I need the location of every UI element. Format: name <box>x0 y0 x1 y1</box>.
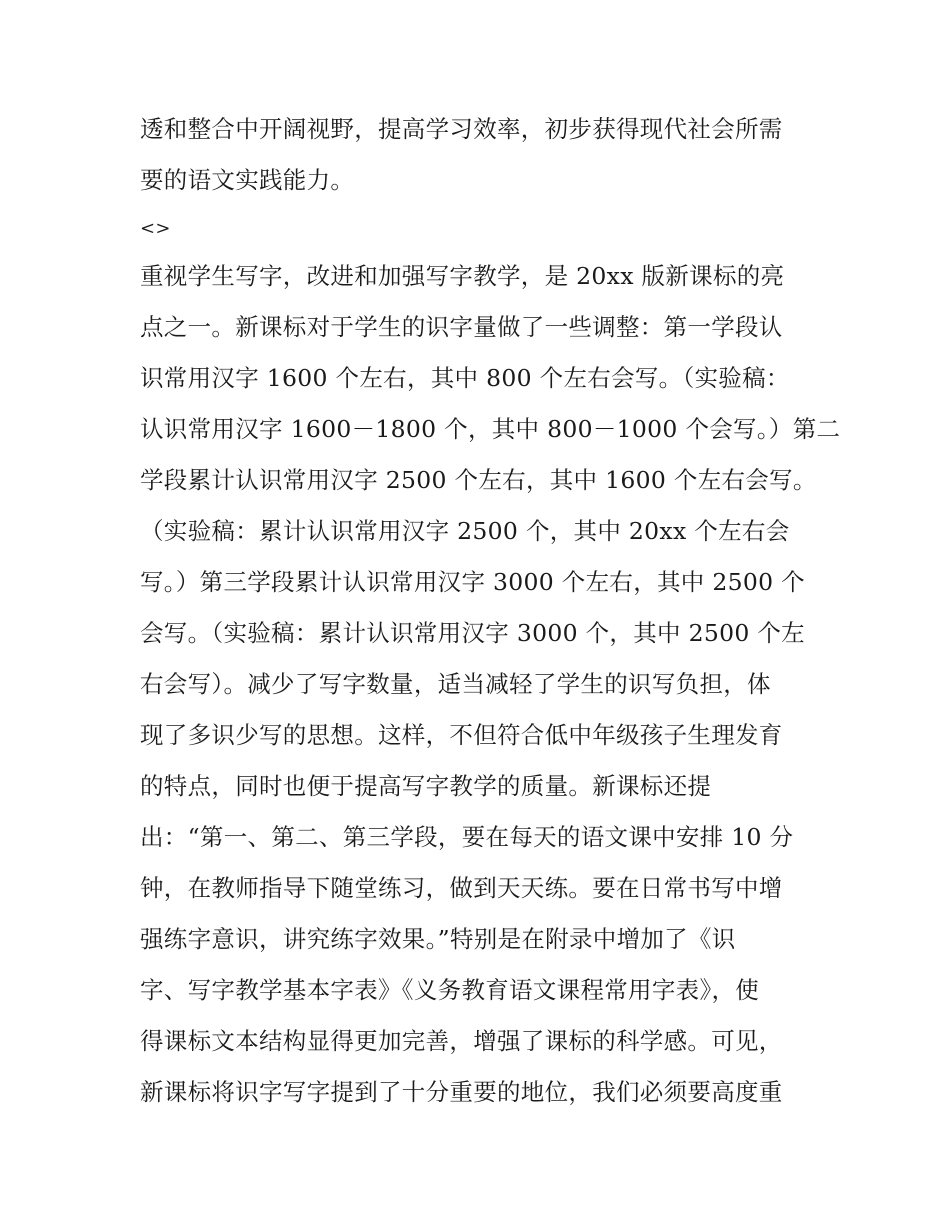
paragraph-2-line: 强练字意识，讲究练字效果。”特别是在附录中增加了《识 <box>140 925 736 953</box>
paragraph-2-line: 重视学生写字，改进和加强写字教学，是 20xx 版新课标的亮 <box>140 262 785 290</box>
section-marker: <> <box>140 218 171 239</box>
paragraph-2-line: 的特点，同时也便于提高写字教学的质量。新课标还提 <box>140 772 712 800</box>
paragraph-2-line: 钟，在教师指导下随堂练习，做到天天练。要在日常书写中增 <box>140 874 783 902</box>
paragraph-2-line: 写。）第三学段累计认识常用汉字 3000 个左右，其中 2500 个 <box>140 568 805 596</box>
paragraph-2-line: 出：“第一、第二、第三学段，要在每天的语文课中安排 10 分 <box>140 823 794 851</box>
paragraph-2-line: 新课标将识字写字提到了十分重要的地位，我们必须要高度重 <box>140 1078 783 1106</box>
paragraph-2-line: 得课标文本结构显得更加完善，增强了课标的科学感。可见， <box>140 1027 783 1055</box>
paragraph-1-line: 要的语文实践能力。 <box>140 166 355 194</box>
paragraph-2-line: 学段累计认识常用汉字 2500 个左右，其中 1600 个左右会写。 <box>140 466 817 494</box>
body-text <box>140 104 841 1118</box>
paragraph-2-line: （实验稿：累计认识常用汉字 2500 个，其中 20xx 个左右会 <box>140 517 790 545</box>
paragraph-2-line: 识常用汉字 1600 个左右，其中 800 个左右会写。（实验稿： <box>140 364 790 392</box>
paragraph-1-line: 透和整合中开阔视野，提高学习效率，初步获得现代社会所需 <box>140 115 783 143</box>
paragraph-2-line: 字、写字教学基本字表》《义务教育语文课程常用字表》，使 <box>140 976 760 1004</box>
paragraph-2-line: 会写。（实验稿：累计认识常用汉字 3000 个，其中 2500 个左 <box>140 619 805 647</box>
paragraph-2-line: 右会写）。减少了写字数量，适当减轻了学生的识写负担，体 <box>140 670 771 698</box>
paragraph-2-line: 认识常用汉字 1600－1800 个，其中 800－1000 个会写。）第二 <box>140 415 841 443</box>
paragraph-2-line: 点之一。新课标对于学生的识字量做了一些调整：第一学段认 <box>140 313 783 341</box>
paragraph-2-line: 现了多识少写的思想。这样，不但符合低中年级孩子生理发育 <box>140 721 783 749</box>
